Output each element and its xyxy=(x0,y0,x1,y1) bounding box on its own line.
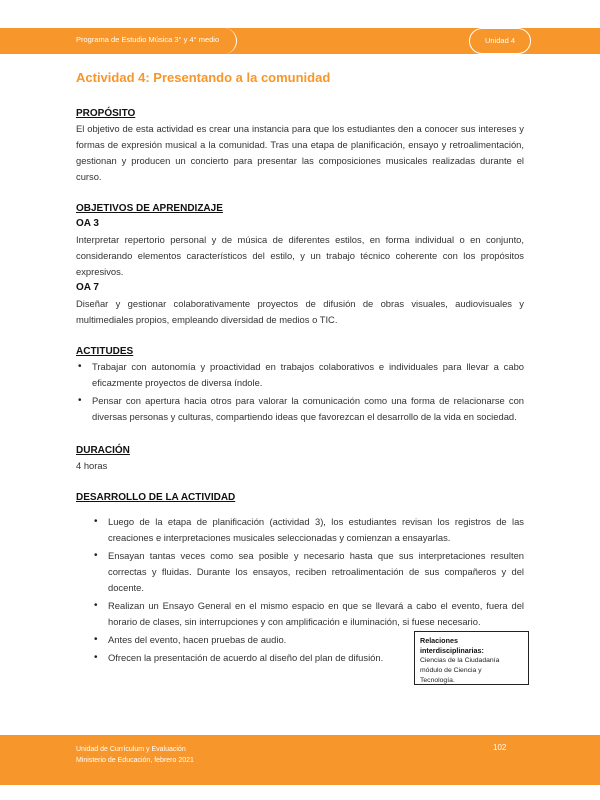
oa-text: Diseñar y gestionar colaborativamente proyectos de difusión de obras visuales, audiovisuales y multimediales propios, empleando diversidad de medios o TIC. xyxy=(76,298,524,325)
unit-badge: Unidad 4 xyxy=(469,28,531,54)
page-title: Actividad 4: Presentando a la comunidad xyxy=(76,70,331,85)
page-number: 102 xyxy=(493,743,507,752)
list-item: • Antes del evento, hacen pruebas de audio. xyxy=(92,632,524,648)
oa-code: OA 7 xyxy=(76,282,99,293)
actitudes-heading: ACTITUDES xyxy=(76,346,134,357)
list-item: • Luego de la etapa de planificación (actividad 3), los estudiantes revisan los registros de las creaciones e interpretaciones musicales seleccionadas y comienzan a ensayarlas. xyxy=(92,514,524,546)
side-box-line: módulo de Ciencia y xyxy=(420,667,482,674)
footer-text xyxy=(76,744,194,766)
list-item: • Pensar con apertura hacia otros para valorar la comunicación como una forma de relacionarse con diversas personas y culturas, compartiendo ideas que favorezcan el desarrollo de la vida en sociedad. xyxy=(76,393,524,425)
main-content xyxy=(76,70,524,668)
list-item: • Ensayan tantas veces como sea posible y necesario hasta que sus interpretaciones resulten correctas y fluidas. Durante los ensayos, reciben retroalimentación de sus compañeros y del docente. xyxy=(92,548,524,596)
proposito-heading: PROPÓSITO xyxy=(76,108,136,119)
side-box-line: Ciencias de la Ciudadanía xyxy=(420,657,500,664)
desarrollo-heading: DESARROLLO DE LA ACTIVIDAD xyxy=(76,492,236,503)
objetivos-heading: OBJETIVOS DE APRENDIZAJE xyxy=(76,203,223,214)
side-box-title: Relaciones interdisciplinarias: xyxy=(420,636,484,655)
duracion-heading: DURACIÓN xyxy=(76,445,130,456)
list-item: • Realizan un Ensayo General en el mismo espacio en que se llevará a cabo el evento, fuera del horario de clases, sin interrupciones y con amplificación e iluminación, si fuese necesario. xyxy=(92,598,524,630)
footer-line: Unidad de Currículum y Evaluación xyxy=(76,746,186,753)
list-item: • Trabajar con autonomía y proactividad en trabajos colaborativos e individuales para llevar a cabo eficazmente proyectos de diversa índole. xyxy=(76,359,524,391)
oa-code: OA 3 xyxy=(76,218,99,229)
interdisciplinary-box xyxy=(414,631,529,685)
actitudes-list xyxy=(76,359,524,425)
oa-text: Interpretar repertorio personal y de música de diferentes estilos, en forma individual o en conjunto, considerando elementos característicos del estilo, y un trabajo técnico coherente con los propósitos expresivos. xyxy=(76,234,524,277)
list-item: • Ofrecen la presentación de acuerdo al diseño del plan de difusión. xyxy=(92,650,524,666)
proposito-text: El objetivo de esta actividad es crear una instancia para que los estudiantes den a conocer sus intereses y formas de expresión musical a la comunidad. Tras una etapa de planificación, ensayo y retroalimentación, gestionan y producen un concierto para presentar las composiciones musicales realizadas durante el curso. xyxy=(76,123,524,182)
duracion-value: 4 horas xyxy=(76,460,108,471)
program-title: Programa de Estudio Música 3° y 4° medio xyxy=(76,35,220,44)
footer-line: Ministerio de Educación, febrero 2021 xyxy=(76,757,194,764)
side-box-line: Tecnología. xyxy=(420,677,455,684)
